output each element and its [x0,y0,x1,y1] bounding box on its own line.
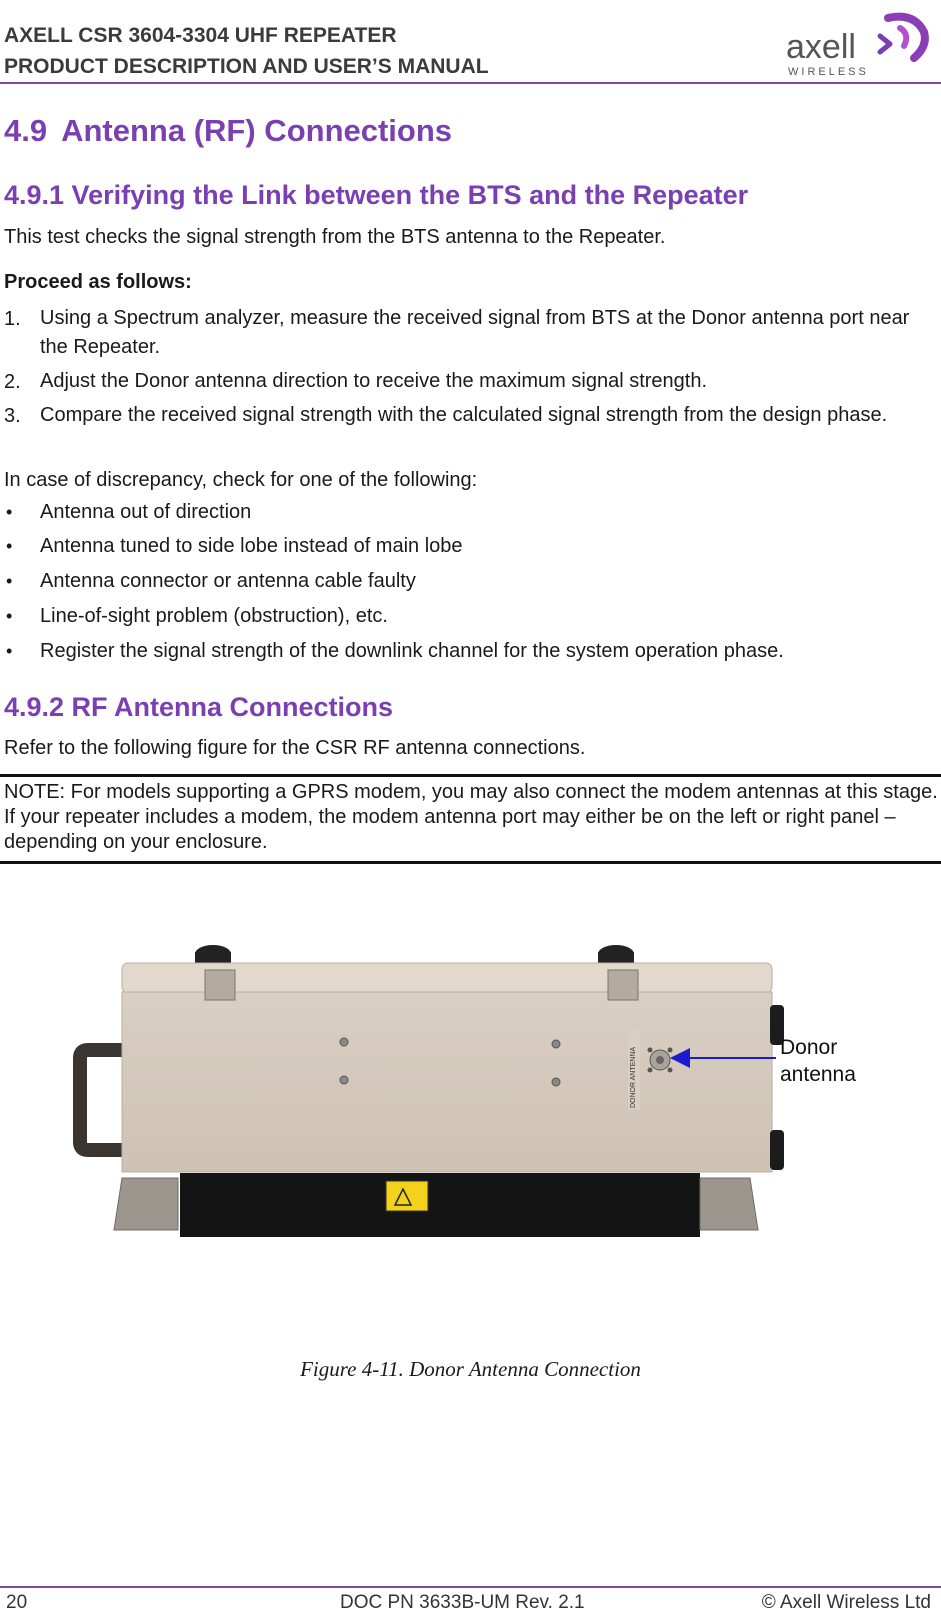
page-number: 20 [6,1592,28,1613]
callout-line1: Donor [780,1036,838,1059]
section-heading [4,113,452,149]
logo-word: axell [786,28,856,66]
header-title-line1: AXELL CSR 3604-3304 UHF REPEATER [4,24,397,47]
list-item: Line-of-sight problem (obstruction), etc. [40,605,388,627]
step-number: 2. [4,371,21,393]
repeater-figure [60,930,940,1270]
discrepancy-paragraph: In case of discrepancy, check for one of the following: [4,469,478,491]
step-text: Compare the received signal strength with the calculated signal strength from the design phase. [40,404,888,426]
doc-number: DOC PN 3633B-UM Rev. 2.1 [340,1592,585,1613]
step-number: 1. [4,308,21,330]
step-text: Using a Spectrum analyzer, measure the received signal from BTS at the Donor antenna port near the Repeater. [40,307,910,358]
subsection-heading-verify-link: 4.9.1 Verifying the Link between the BTS and the Repeater [4,180,749,210]
bullet-icon: • [6,606,13,626]
bullet-icon: • [6,502,13,522]
copyright: © Axell Wireless Ltd [761,1592,931,1613]
bullet-icon: • [6,536,13,556]
bullet-icon: • [6,571,13,591]
donor-antenna-callout [780,1034,856,1088]
subsection-heading-rf-connections: 4.9.2 RF Antenna Connections [4,692,394,722]
figure-caption: Figure 4-11. Donor Antenna Connection [300,1357,641,1381]
footer-rule [0,1586,941,1588]
proceed-label: Proceed as follows: [4,271,192,293]
rf-intro-paragraph: Refer to the following figure for the CSR RF antenna connections. [4,737,586,759]
list-item: Antenna tuned to side lobe instead of main lobe [40,535,463,557]
header-rule [0,82,941,84]
section-number: 4.9 [4,113,48,148]
note-top-rule [0,774,941,777]
callout-line2: antenna [780,1063,856,1086]
list-item: Register the signal strength of the downlink channel for the system operation phase. [40,640,784,662]
axell-logo [786,6,936,78]
intro-paragraph: This test checks the signal strength from the BTS antenna to the Repeater. [4,226,666,248]
note-bottom-rule [0,861,941,864]
repeater-photo [60,930,940,1270]
step-text: Adjust the Donor antenna direction to receive the maximum signal strength. [40,370,708,392]
list-item: Antenna out of direction [40,501,252,523]
note-box: NOTE: For models supporting a GPRS modem, you may also connect the modem antennas at this stage. If your repeater includes a modem, the modem antenna port may either be on the left or right panel – depending on your enclosure. [4,781,938,853]
list-item: Antenna connector or antenna cable faulty [40,570,416,592]
port-label: DONOR ANTENNA [630,1046,637,1108]
bullet-icon: • [6,641,13,661]
step-number: 3. [4,405,21,427]
section-title: Antenna (RF) Connections [61,113,453,148]
logo-subtitle: WIRELESS [788,66,869,78]
header-title-line2: PRODUCT DESCRIPTION AND USER’S MANUAL [4,55,489,78]
